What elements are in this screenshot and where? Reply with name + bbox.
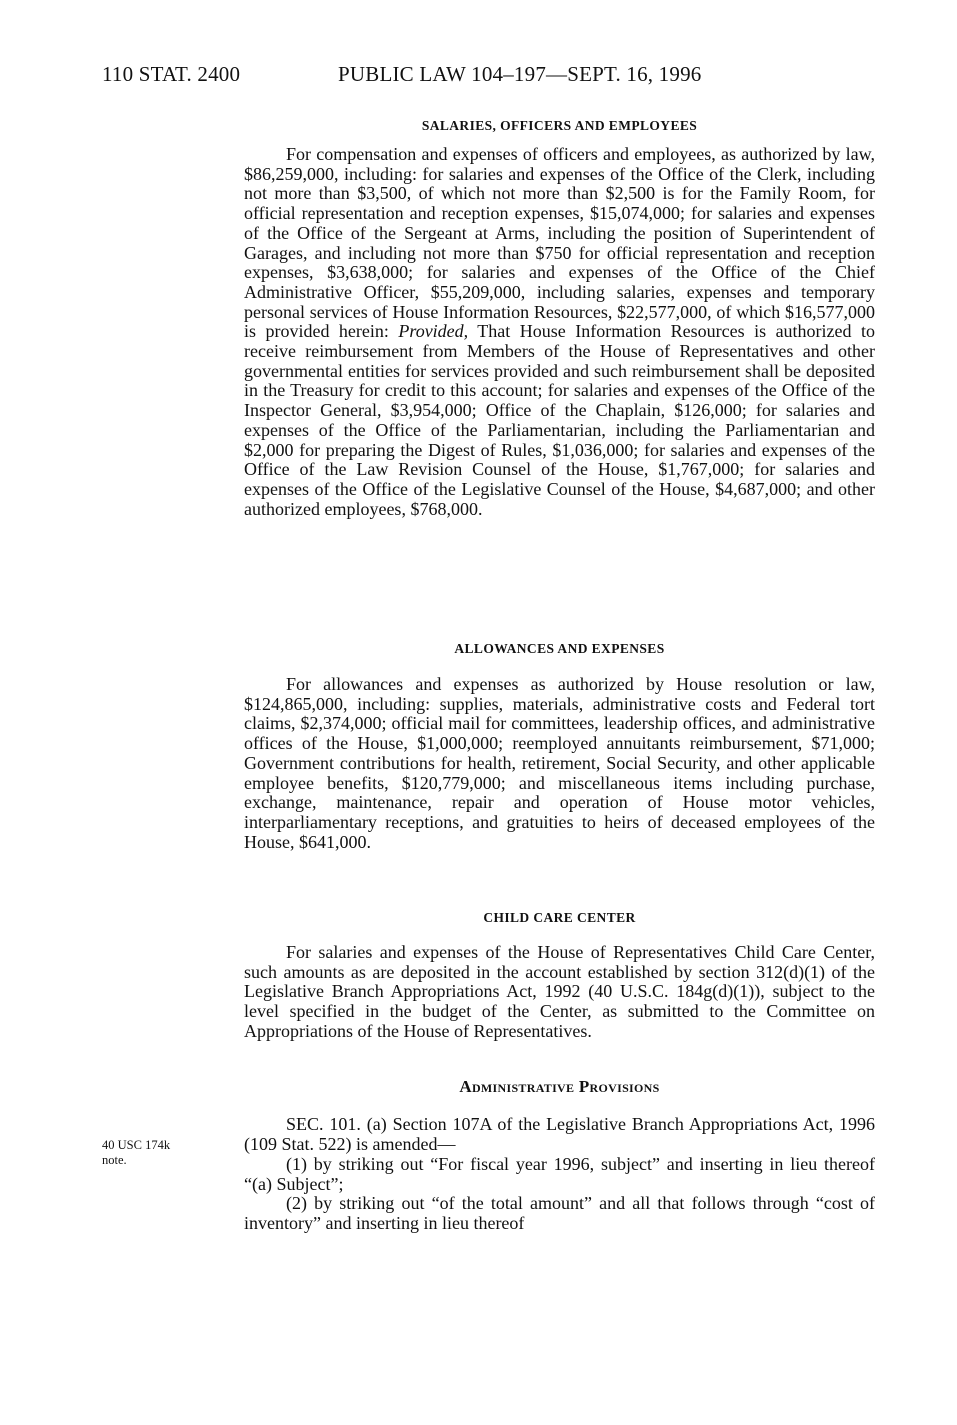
law-citation: PUBLIC LAW 104–197—SEPT. 16, 1996 xyxy=(338,62,702,86)
salaries-text-before: For compensation and expenses of officers and employees, as authorized by law, $86,259,000, including: for salaries and expenses of the Office of the Clerk, including not more than $3,500, of which not more than $2,500 is for the Family Room, for official representation and reception expenses, $15,074,000; for salaries and expenses of the Office of the Sergeant at Arms, including the position of Superintendent of Garages, and including not more than $750 for official representation and reception expenses, $3,638,000; for salaries and expenses of the Office of the Chief Administrative Officer, $55,209,000, including salaries, expenses and temporary personal services of House Information Resources, $22,577,000, of which $16,577,000 is provided herein: xyxy=(244,144,875,342)
margin-note xyxy=(102,1138,212,1168)
margin-note-citation: 40 USC 174k xyxy=(102,1138,171,1152)
para-item-1: (1) by striking out “For fiscal year 1996, subject” and inserting in lieu thereof “(a) Subject”; xyxy=(244,1154,875,1194)
page-header xyxy=(102,62,882,88)
margin-note-label: note. xyxy=(102,1153,127,1167)
stat-page-number: 110 STAT. 2400 xyxy=(102,62,241,86)
heading-salaries: SALARIES, OFFICERS AND EMPLOYEES xyxy=(421,118,698,133)
para-sec-101: SEC. 101. (a) Section 107A of the Legislative Branch Appropriations Act, 1996 (109 Stat. 522) is amended— xyxy=(244,1114,875,1154)
provided-term: Provided, xyxy=(398,321,469,342)
salaries-text-after: That House Information Resources is authorized to receive reimbursement from Members of the House of Representatives and other governmental entities for services provided and such reimbursement shall be deposited in the Treasury for credit to this account; for salaries and expenses of the Office of the Inspector General, $3,954,000; Office of the Chaplain, $126,000; for salaries and expenses of the Office of the Parliamentarian, including the Parliamentarian and $2,000 for preparing the Digest of Rules, $1,036,000; for salaries and expenses of the Office of the Law Revision Counsel of the House, $1,767,000; for salaries and expenses of the Office of the Legislative Counsel of the House, $4,687,000; and other authorized employees, $768,000. xyxy=(244,321,875,519)
heading-child-care: CHILD CARE CENTER xyxy=(483,910,636,925)
para-allowances: For allowances and expenses as authorized by House resolution or law, $124,865,000, including: supplies, materials, administrative costs and Federal tort claims, $2,374,000; official mail for committees, leadership offices, and administrative offices of the House, $1,000,000; reemployed annuitants reimbursement, $71,000; Government contributions for health, retirement, Social Security, and other applicable employee benefits, $120,779,000; and miscellaneous items including purchase, exchange, maintenance, repair and operation of House motor vehicles, interparliamentary receptions, and gratuities to heirs of deceased employees of the House, $641,000. xyxy=(244,674,875,852)
para-item-2: (2) by striking out “of the total amount” and all that follows through “cost of inventory” and inserting in lieu thereof xyxy=(244,1193,875,1233)
heading-administrative-provisions: Administrative Provisions xyxy=(459,1077,660,1096)
para-child-care: For salaries and expenses of the House of Representatives Child Care Center, such amounts as are deposited in the account established by section 312(d)(1) of the Legislative Branch Appropriations Act, 1992 (40 U.S.C. 184g(d)(1)), subject to the level specified in the budget of the Center, as submitted to the Committee on Appropriations of the House of Representatives. xyxy=(244,942,875,1041)
heading-allowances: ALLOWANCES AND EXPENSES xyxy=(454,641,665,656)
para-salaries xyxy=(244,145,875,519)
